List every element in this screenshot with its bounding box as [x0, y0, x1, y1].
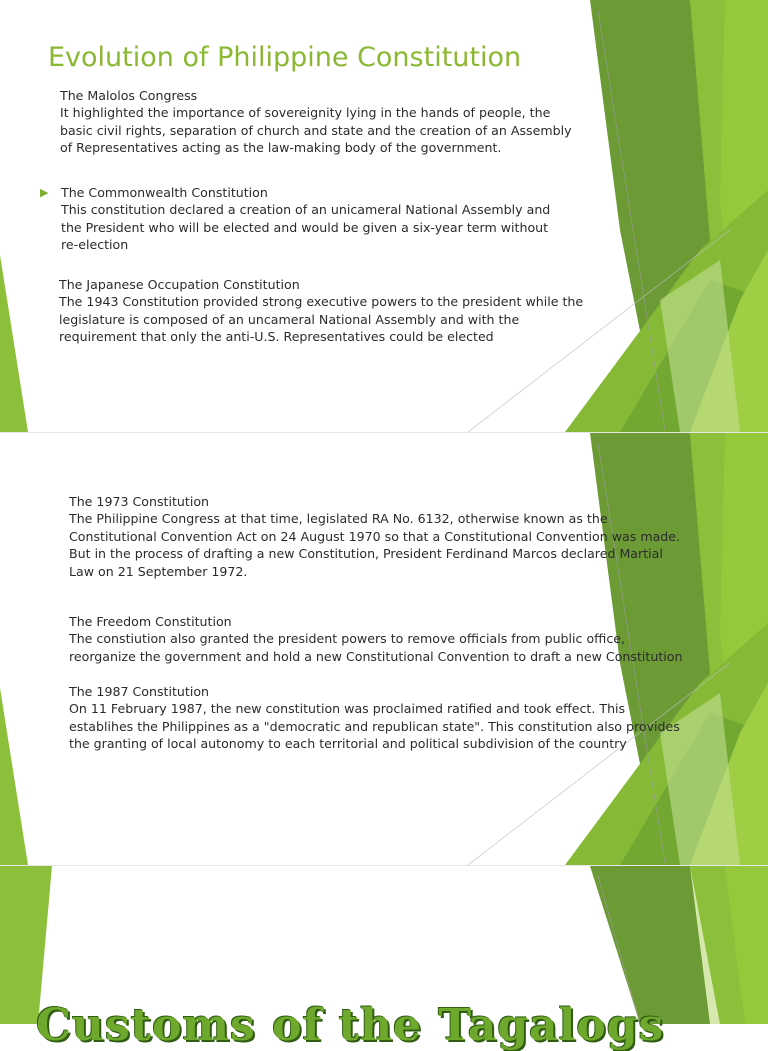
section-1987 — [69, 683, 680, 753]
section-line: On 11 February 1987, the new constitution was proclaimed ratified and took effect. This — [69, 701, 626, 717]
section-line: The 1943 Constitution provided strong executive powers to the president while the — [59, 294, 584, 310]
slide-3 — [0, 866, 768, 1051]
section-line: The Philippine Congress at that time, legislated RA No. 6132, otherwise known as the — [69, 511, 608, 527]
section-line: This constitution declared a creation of an unicameral National Assembly and — [61, 202, 551, 218]
section-commonwealth — [61, 184, 550, 254]
section-line: basic civil rights, separation of church and state and the creation of an Assembly — [60, 122, 572, 138]
section-heading: The Malolos Congress — [60, 88, 198, 103]
section-line: reorganize the government and hold a new Constitutional Convention to draft a new Constitution — [69, 648, 683, 664]
section-1973 — [69, 493, 680, 580]
section-line: Constitutional Convention Act on 24 August 1970 so that a Constitutional Convention was made. — [69, 528, 681, 544]
section-heading: The Japanese Occupation Constitution — [59, 277, 300, 292]
section-heading: The 1987 Constitution — [69, 684, 210, 699]
section-malolos — [60, 87, 572, 157]
section-line: requirement that only the anti-U.S. Representatives could be elected — [59, 329, 494, 345]
section-heading: The Freedom Constitution — [69, 614, 232, 629]
section-line: legislature is composed of an uncameral National Assembly and with the — [59, 311, 520, 327]
section-heading: The 1973 Constitution — [69, 494, 210, 509]
section-line: The constiution also granted the president powers to remove officials from public office, — [69, 631, 626, 647]
section-line: Law on 21 September 1972. — [69, 563, 248, 579]
section-line: But in the process of drafting a new Constitution, President Ferdinand Marcos declared Martial — [69, 546, 663, 562]
section-japanese — [59, 276, 583, 346]
section-line: establihes the Philippines as a "democratic and republican state". This constitution also provides — [69, 718, 680, 734]
section-line: of Representatives acting as the law-making body of the government. — [60, 140, 502, 156]
bullet-arrow-icon: ▶ — [40, 186, 49, 199]
slide-title: Customs of the Tagalogs — [36, 1000, 665, 1051]
slide-title: Evolution of Philippine Constitution — [48, 42, 522, 73]
section-line: It highlighted the importance of sovereignity lying in the hands of people, the — [60, 105, 551, 121]
slide-1 — [0, 0, 768, 432]
section-heading: The Commonwealth Constitution — [61, 185, 268, 200]
slide-2 — [0, 433, 768, 865]
section-line: the granting of local autonomy to each territorial and political subdivision of the country — [69, 736, 627, 752]
section-freedom — [69, 613, 682, 665]
section-line: the President who will be elected and would be given a six-year term without — [61, 219, 549, 235]
section-line: re-election — [61, 237, 129, 253]
